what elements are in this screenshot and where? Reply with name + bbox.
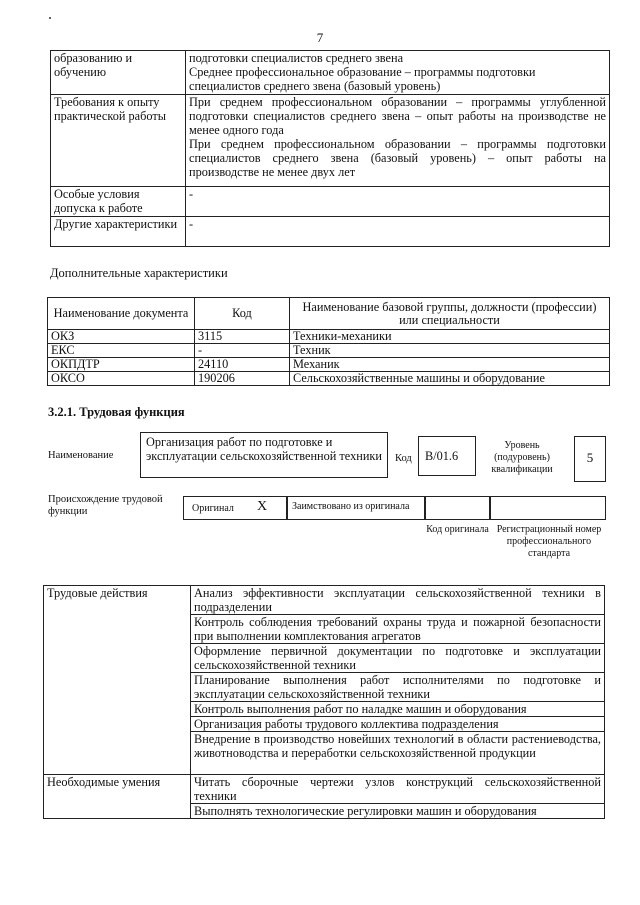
value-line: подготовки специалистов среднего звена xyxy=(189,51,404,65)
row-label: образованию и обучению xyxy=(51,51,186,95)
table-cell: Техник xyxy=(290,344,610,358)
column-header: Код xyxy=(195,298,290,330)
name-label: Наименование xyxy=(48,450,114,461)
table-cell: Техники-механики xyxy=(290,330,610,344)
origin-label: Происхождение трудовой функции xyxy=(48,494,163,517)
function-name-box: Организация работ по подготовке и эксплуатации сельскохозяйственной техники xyxy=(140,432,388,478)
table-cell: ОКЗ xyxy=(48,330,195,344)
action-item: Контроль выполнения работ по наладке машин и оборудования xyxy=(191,702,605,717)
group-label: Трудовые действия xyxy=(44,586,191,775)
table-cell: - xyxy=(195,344,290,358)
code-value-box: В/01.6 xyxy=(418,436,476,476)
table-cell: ОКСО xyxy=(48,372,195,386)
table-cell: Сельскохозяйственные машины и оборудование xyxy=(290,372,610,386)
row-value xyxy=(186,51,610,95)
original-cell xyxy=(183,496,287,520)
column-header: Наименование документа xyxy=(48,298,195,330)
row-label: Особые условия допуска к работе xyxy=(51,187,186,217)
section-heading: 3.2.1. Трудовая функция xyxy=(48,405,185,419)
table-row xyxy=(51,217,610,247)
row-label: Другие характеристики xyxy=(51,217,186,247)
group-label: Необходимые умения xyxy=(44,775,191,819)
table-row xyxy=(48,330,610,344)
qualification-requirements-table xyxy=(50,50,610,247)
table-row xyxy=(48,372,610,386)
table-row xyxy=(44,586,605,615)
borrowed-label: Заимствовано из оригинала xyxy=(292,501,410,512)
level-value-box: 5 xyxy=(574,436,606,482)
table-cell: ОКПДТР xyxy=(48,358,195,372)
action-item: Внедрение в производство новейших технологий в области растениеводства, животноводства и переработки сельскохозяйственной продукции xyxy=(191,732,605,775)
table-cell: 24110 xyxy=(195,358,290,372)
table-header-row xyxy=(48,298,610,330)
table-cell: Механик xyxy=(290,358,610,372)
column-header: Наименование базовой группы, должности (профессии) или специальности xyxy=(290,298,610,330)
row-value xyxy=(186,95,610,187)
row-value: - xyxy=(186,187,610,217)
row-label: Требования к опыту практической работы xyxy=(51,95,186,187)
table-row xyxy=(51,187,610,217)
table-cell: ЕКС xyxy=(48,344,195,358)
action-item: Оформление первичной документации по подготовке и эксплуатации сельскохозяйственной техники xyxy=(191,644,605,673)
skill-item: Читать сборочные чертежи узлов конструкций сельскохозяйственной техники xyxy=(191,775,605,804)
original-label: Оригинал xyxy=(192,503,234,514)
table-cell: 3115 xyxy=(195,330,290,344)
table-cell: 190206 xyxy=(195,372,290,386)
level-label: Уровень (подуровень) квалификации xyxy=(491,440,553,475)
borrowed-cell xyxy=(287,496,425,520)
table-row xyxy=(51,51,610,95)
labor-actions-table xyxy=(43,585,605,819)
value-line: При среднем профессиональном образовании – программы подготовки специалистов среднего звена (базовый уровень) – опыт работы на производстве не менее двух лет xyxy=(189,137,606,179)
value-line: При среднем профессиональном образовании – программы углубленной подготовки специалистов среднего звена – опыт работы на производстве не менее одного года xyxy=(189,95,606,137)
original-mark: X xyxy=(257,499,268,514)
table-row xyxy=(51,95,610,187)
action-item: Анализ эффективности эксплуатации сельскохозяйственной техники в подразделении xyxy=(191,586,605,615)
code-original-cell xyxy=(425,496,490,520)
additional-characteristics-table xyxy=(47,297,610,386)
code-label: Код xyxy=(395,453,412,464)
page-number: 7 xyxy=(316,30,324,45)
reg-number-label: Регистрационный номер профессионального стандарта xyxy=(496,524,602,559)
table-row xyxy=(48,358,610,372)
row-value: - xyxy=(186,217,610,247)
reg-number-cell xyxy=(490,496,606,520)
table-row xyxy=(48,344,610,358)
code-original-label: Код оригинала xyxy=(426,524,489,535)
action-item: Организация работы трудового коллектива подразделения xyxy=(191,717,605,732)
skill-item: Выполнять технологические регулировки машин и оборудования xyxy=(191,804,605,819)
action-item: Контроль соблюдения требований охраны труда и пожарной безопасности при выполнении комплектования агрегатов xyxy=(191,615,605,644)
additional-characteristics-title: Дополнительные характеристики xyxy=(50,266,228,280)
table-row xyxy=(44,775,605,804)
scan-dot xyxy=(49,17,51,19)
action-item: Планирование выполнения работ исполнителями по подготовке и эксплуатации сельскохозяйственной техники xyxy=(191,673,605,702)
value-line: Среднее профессиональное образование – программы подготовки специалистов среднего звена (базовый уровень) xyxy=(189,65,536,93)
